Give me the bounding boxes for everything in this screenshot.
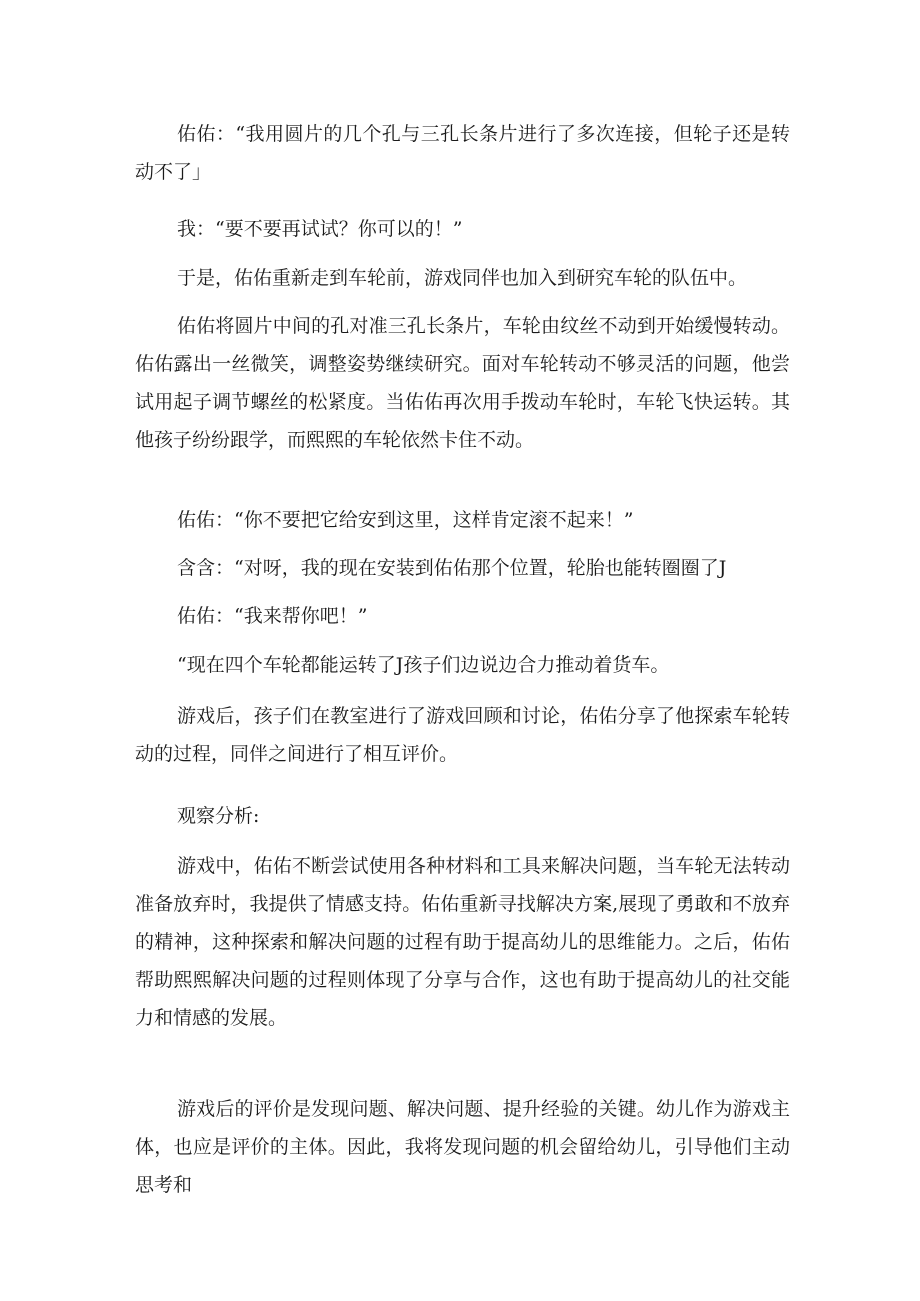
section-heading-analysis: 观察分析: xyxy=(177,805,260,827)
paragraph-narration-return: 于是，佑佑重新走到车轮前，游戏同伴也加入到研究车轮的队伍中。 xyxy=(177,267,748,289)
paragraph-dialogue-youyou-2: 佑佑：“你不要把它给安到这里，这样肯定滚不起来！” xyxy=(177,509,634,531)
paragraph-narration-review: 游戏后，孩子们在教室进行了游戏回顾和讨论，佑佑分享了他探索车轮转动的过程，同伴之间进行了相互评价。 xyxy=(135,705,790,765)
paragraph-dialogue-teacher: 我：“要不要再试试？你可以的！” xyxy=(177,218,463,240)
paragraph-narration-wheel: 佑佑将圆片中间的孔对准三孔长条片，车轮由纹丝不动到开始缓慢转动。佑佑露出一丝微笑，调整姿势继续研究。面对车轮转动不够灵活的问题，他尝试用起子调节螺丝的松紧度。当佑佑再次用手拨动车轮时，车轮飞快运转。其他孩子纷纷跟学，而熙熙的车轮依然卡住不动。 xyxy=(135,315,790,451)
paragraph-analysis-1: 游戏中，佑佑不断尝试使用各种材料和工具来解决问题，当车轮无法转动准备放弃时，我提供了情感支持。佑佑重新寻找解决方案,展现了勇敢和不放弃的精神，这种探索和解决问题的过程有助于提高幼儿的思维能力。之后，佑佑帮助熙熙解决问题的过程则体现了分享与合作，这也有助于提高幼儿的社交能力和情感的发展。 xyxy=(135,855,790,1029)
paragraph-dialogue-youyou-3: 佑佑：“我来帮你吧！” xyxy=(177,605,368,627)
paragraph-analysis-2: 游戏后的评价是发现问题、解决问题、提升经验的关键。幼儿作为游戏主体，也应是评价的主体。因此，我将发现问题的机会留给幼儿，引导他们主动思考和 xyxy=(135,1098,790,1196)
paragraph-narration-push: “现在四个车轮都能运转了J孩子们边说边合力推动着货车。 xyxy=(177,654,670,676)
paragraph-dialogue-youyou-1: 佑佑：“我用圆片的几个孔与三孔长条片进行了多次连接，但轮子还是转动不了」 xyxy=(135,123,790,183)
paragraph-dialogue-hanhan: 含含：“对呀，我的现在安装到佑佑那个位置，轮胎也能转圈圈了J xyxy=(177,557,727,579)
